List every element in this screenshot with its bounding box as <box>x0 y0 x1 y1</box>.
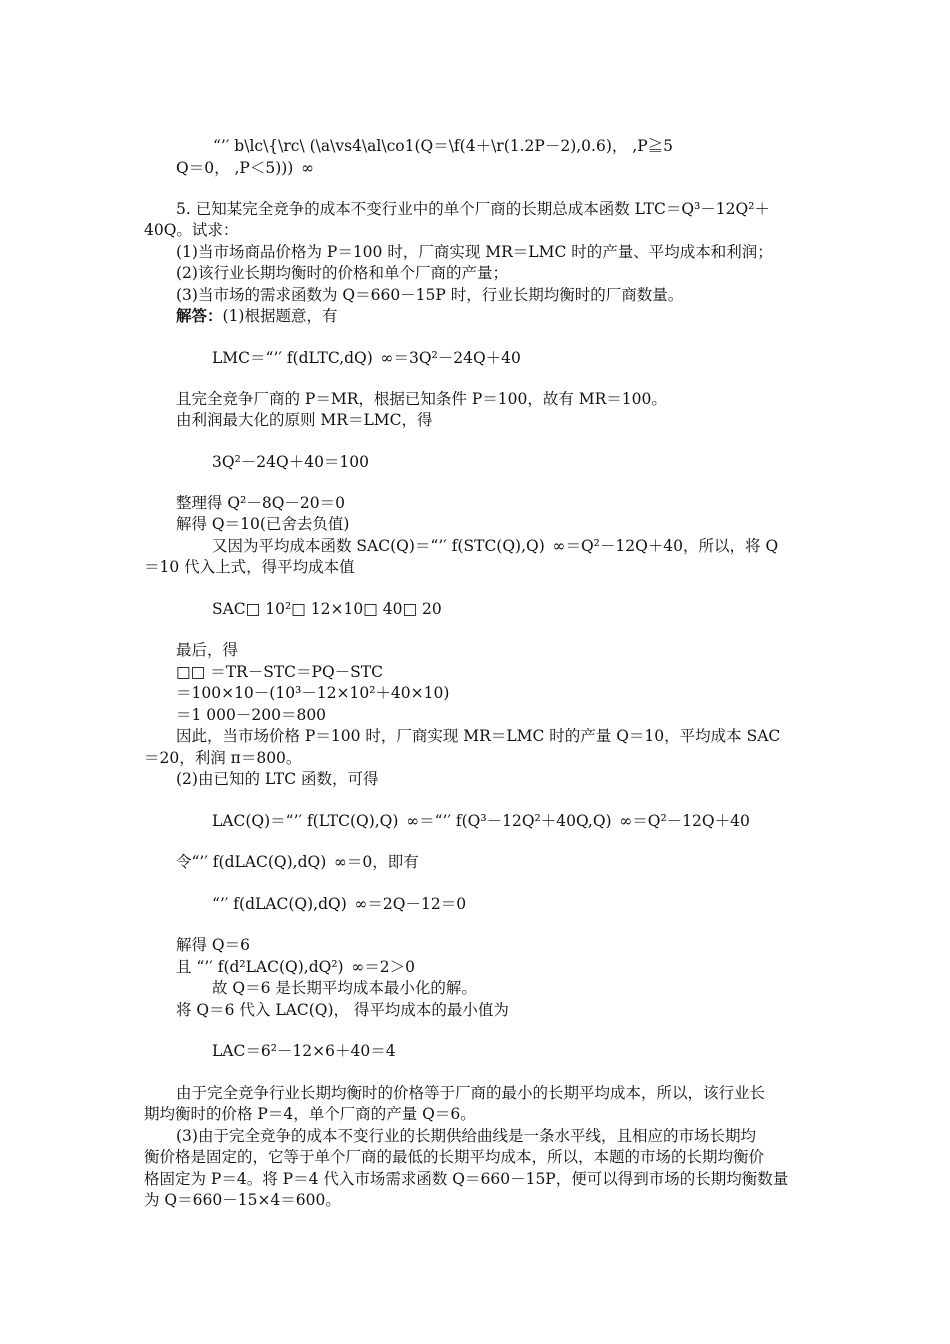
line-l02: Q＝0， ,P＜5))) ∞ <box>176 159 315 177</box>
line-l28: 解得 Q＝6 <box>176 936 250 954</box>
line-l08 <box>176 306 337 326</box>
answer-label: 解答： <box>176 306 223 325</box>
line-l22: 因此，当市场价格 P＝100 时，厂商实现 MR＝LMC 时的产量 Q＝10，平均成本 SAC <box>176 727 781 745</box>
line-l26: 令“’′ f(dLAC(Q),dQ) ∞＝0，即有 <box>176 853 419 871</box>
line-l12: 3Q²－24Q＋40＝100 <box>212 453 370 471</box>
line-l23: ＝20，利润 π＝800。 <box>144 749 302 767</box>
line-l17: SAC□ 10²□ 12×10□ 40□ 20 <box>212 600 442 618</box>
line-l21: ＝1 000－200＝800 <box>176 706 327 724</box>
line-l20: ＝100×10－(10³－12×10²＋40×10) <box>176 684 450 702</box>
line-l27: “’′ f(dLAC(Q),dQ) ∞＝2Q－12＝0 <box>212 895 467 913</box>
line-l38: 为 Q＝660－15×4＝600。 <box>144 1191 341 1209</box>
line-l19: □□ ＝TR－STC＝PQ－STC <box>176 663 383 681</box>
line-l01: “’′ b\lc\{\rc\ (\a\vs4\al\co1(Q＝\f(4＋\r(1.2P－2),0.6)， ,P≧5 <box>213 137 674 155</box>
line-l11: 由利润最大化的原则 MR＝LMC，得 <box>176 411 433 429</box>
line-l30: 故 Q＝6 是长期平均成本最小化的解。 <box>212 979 477 997</box>
line-l06: (2)该行业长期均衡时的价格和单个厂商的产量； <box>176 264 508 282</box>
line-l09: LMC＝“’′ f(dLTC,dQ) ∞＝3Q²－24Q＋40 <box>212 349 521 367</box>
line-l25: LAC(Q)＝“’′ f(LTC(Q),Q) ∞＝“’′ f(Q³－12Q²＋40Q,Q) ∞＝Q²－12Q＋40 <box>212 812 750 830</box>
line-l05: (1)当市场商品价格为 P＝100 时，厂商实现 MR＝LMC 时的产量、平均成本和利润； <box>176 243 773 261</box>
line-l33: 由于完全竞争行业长期均衡时的价格等于厂商的最小的长期平均成本，所以，该行业长 <box>176 1084 766 1102</box>
line-l04: 40Q。试求： <box>144 221 239 239</box>
line-l29: 且 “’′ f(d²LAC(Q),dQ²) ∞＝2＞0 <box>176 958 415 976</box>
line-l37: 格固定为 P＝4。将 P＝4 代入市场需求函数 Q＝660－15P，便可以得到市场的长期均衡数量 <box>144 1170 789 1188</box>
line-l36: 衡价格是固定的，它等于单个厂商的最低的长期平均成本，所以，本题的市场的长期均衡价 <box>144 1148 765 1166</box>
line-l31: 将 Q＝6 代入 LAC(Q)， 得平均成本的最小值为 <box>176 1001 509 1019</box>
line-l10: 且完全竞争厂商的 P＝MR，根据已知条件 P＝100，故有 MR＝100。 <box>176 390 667 408</box>
line-l35: (3)由于完全竞争的成本不变行业的长期供给曲线是一条水平线，且相应的市场长期均 <box>176 1127 756 1145</box>
line-l16: ＝10 代入上式，得平均成本值 <box>144 558 355 576</box>
answer-part1-intro: (1)根据题意，有 <box>222 307 338 325</box>
line-l15: 又因为平均成本函数 SAC(Q)＝“’′ f(STC(Q),Q) ∞＝Q²－12Q＋40，所以，将 Q <box>212 537 779 555</box>
line-l32: LAC＝6²－12×6＋40＝4 <box>212 1042 396 1060</box>
line-l14: 解得 Q＝10(已舍去负值) <box>176 515 350 533</box>
line-l07: (3)当市场的需求函数为 Q＝660－15P 时，行业长期均衡时的厂商数量。 <box>176 286 684 304</box>
line-l13: 整理得 Q²－8Q－20＝0 <box>176 494 346 512</box>
line-l18: 最后，得 <box>176 641 239 659</box>
line-l03: 5. 已知某完全竞争的成本不变行业中的单个厂商的长期总成本函数 LTC＝Q³－12Q²＋ <box>176 200 770 218</box>
line-l34: 期均衡时的价格 P＝4，单个厂商的产量 Q＝6。 <box>144 1105 476 1123</box>
line-l24: (2)由已知的 LTC 函数，可得 <box>176 770 379 788</box>
